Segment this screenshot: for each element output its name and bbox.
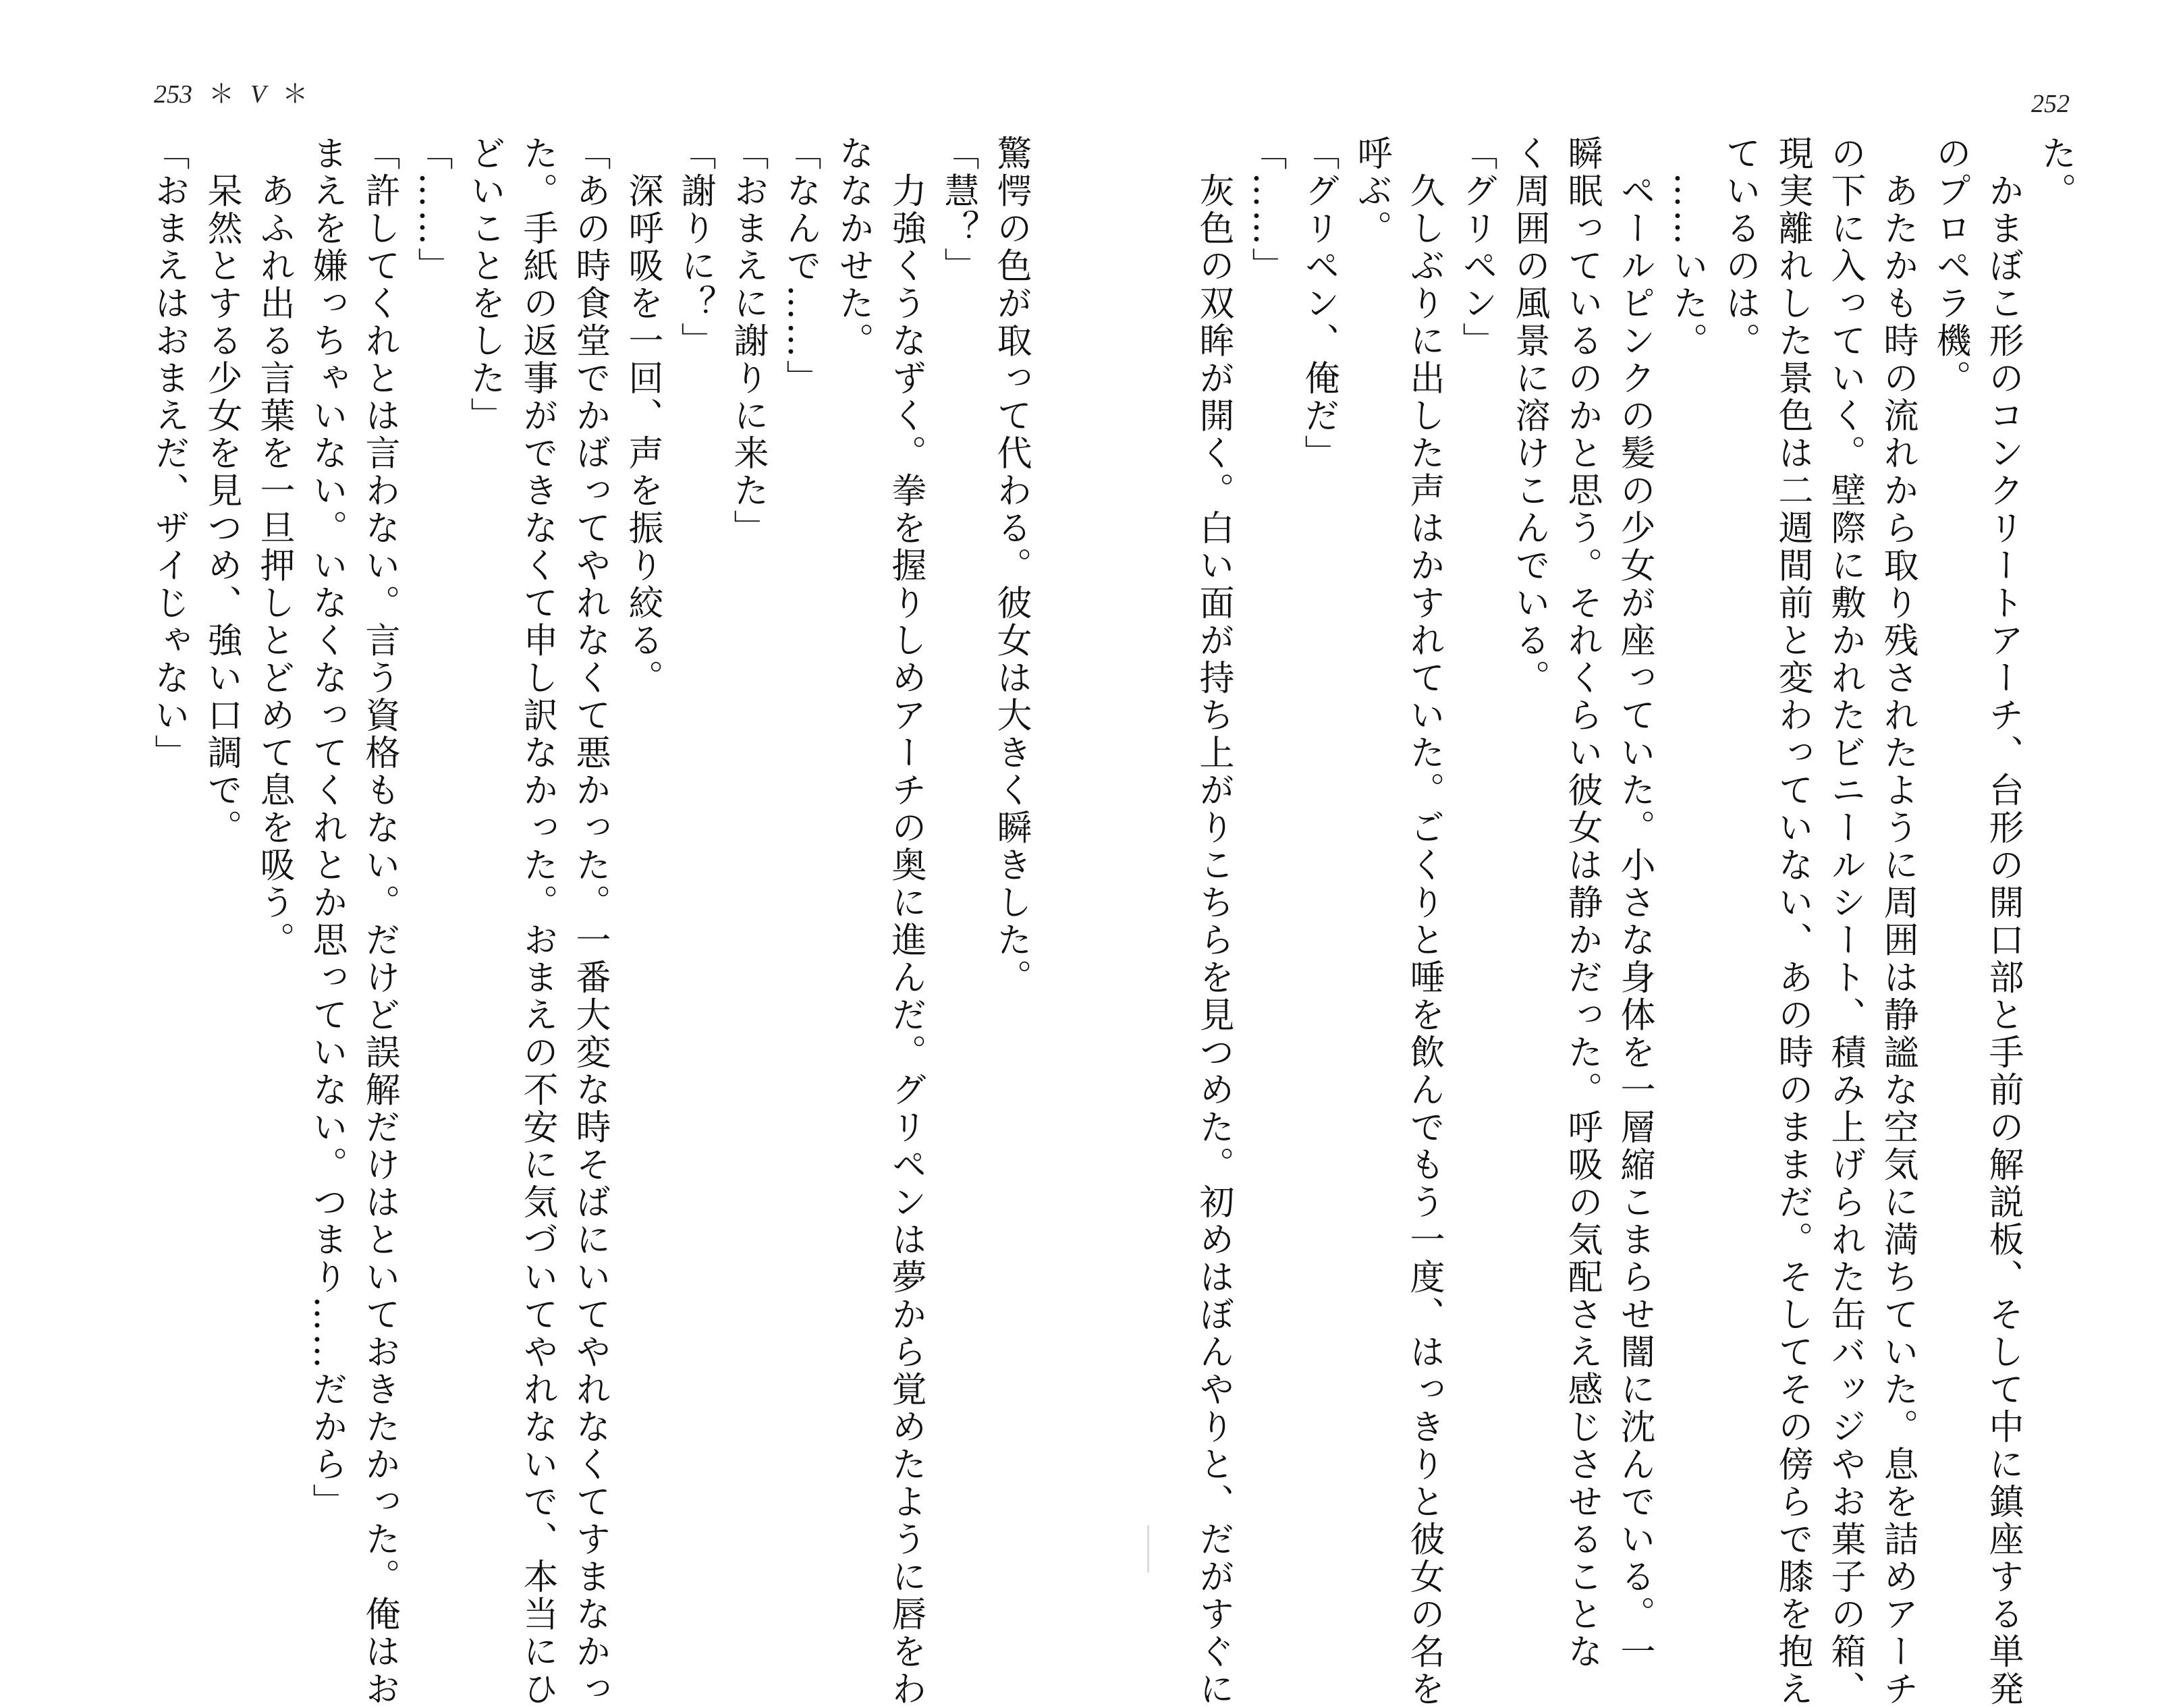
text-line: 深呼吸を一回、声を振り絞る。: [622, 135, 663, 697]
gutter-divider: [1147, 1525, 1149, 1572]
left-page-header: [154, 73, 324, 110]
text-line: ななかせた。: [833, 135, 873, 360]
left-page-body: [135, 135, 1032, 1708]
left-page-number: 253: [154, 80, 192, 109]
text-line: どいことをした」: [464, 135, 505, 435]
text-line: 久しぶりに出した声はかすれていた。ごくりと唾を飲んでもう一度、はっきりと彼女の名を: [1404, 135, 1444, 1708]
text-line: ているのは。: [1719, 135, 1760, 360]
text-line: た。: [2035, 135, 2076, 210]
text-line: あふれ出る言葉を一旦押しとどめて息を吸う。: [254, 135, 294, 959]
text-line: 瞬眠っているのかと思う。それくらい彼女は静かだった。呼吸の気配さえ感じさせることな: [1562, 135, 1602, 1671]
chapter-label: V: [250, 80, 267, 109]
text-line: 「グリペン」: [1456, 135, 1497, 360]
text-line: 現実離れした景色は二週間前と変わっていない、あの時のままだ。そしてその傍らで膝を抱え: [1772, 135, 1813, 1708]
text-line: 呆然とする少女を見つめ、強い口調で。: [201, 135, 242, 847]
text-line: 「あの時食堂でかばってやれなくて悪かった。一番大変な時そばにいてやれなくてすまなかっ: [570, 135, 610, 1708]
text-line: 「慧？」: [938, 135, 978, 285]
right-page-number: 252: [2031, 90, 2070, 118]
text-line: 「おまえはおまえだ、ザイじゃない」: [148, 135, 189, 772]
text-line: 驚愕の色が取って代わる。彼女は大きく瞬きした。: [991, 135, 1031, 997]
text-line: あたかも時の流れから取り残されたように周囲は静謐な空気に満ちていた。息を詰めアーチ: [1877, 135, 1918, 1708]
right-page-body: [1188, 135, 2078, 1708]
text-line: 「グリペン、俺だ」: [1298, 135, 1339, 472]
text-line: 「おまえに謝りに来た」: [727, 135, 768, 547]
right-page-header: [2031, 89, 2070, 119]
text-line: 「謝りに？」: [675, 135, 715, 360]
header-star-icon: ＊: [282, 80, 308, 109]
text-line: 力強くうなずく。拳を握りしめアーチの奥に進んだ。グリペンは夢から覚めたように唇をわ: [885, 135, 926, 1708]
text-line: ペールピンクの髪の少女が座っていた。小さな身体を一層縮こまらせ闇に沈んでいる。一: [1614, 135, 1655, 1671]
text-line: 「……」: [412, 135, 452, 285]
text-line: ……いた。: [1667, 135, 1707, 360]
text-line: まえを嫌っちゃいない。いなくなってくれとか思っていない。つまり……だから」: [306, 135, 347, 1521]
text-line: く周囲の風景に溶けこんでいる。: [1509, 135, 1549, 697]
header-star-icon: ＊: [209, 80, 235, 109]
text-line: かまぼこ形のコンクリートアーチ、台形の開口部と手前の解説板、そして中に鎮座する単発: [1983, 135, 2023, 1708]
text-line: の下に入っていく。壁際に敷かれたビニールシート、積み上げられた缶バッジやお菓子の箱、: [1825, 135, 1865, 1708]
text-line: 灰色の双眸が開く。白い面が持ち上がりこちらを見つめた。初めはぼんやりと、だがすぐに: [1193, 135, 1234, 1708]
text-line: 「許してくれとは言わない。言う資格もない。だけど誤解だけはといておきたかった。俺はお: [359, 135, 399, 1708]
text-line: 呼ぶ。: [1351, 135, 1391, 248]
text-line: 「……」: [1246, 135, 1286, 285]
text-line: のプロペラ機。: [1930, 135, 1970, 397]
text-line: 「なんで……」: [780, 135, 821, 397]
text-line: た。手紙の返事ができなくて申し訳なかった。おまえの不安に気づいてやれないで、本当にひ: [517, 135, 557, 1708]
